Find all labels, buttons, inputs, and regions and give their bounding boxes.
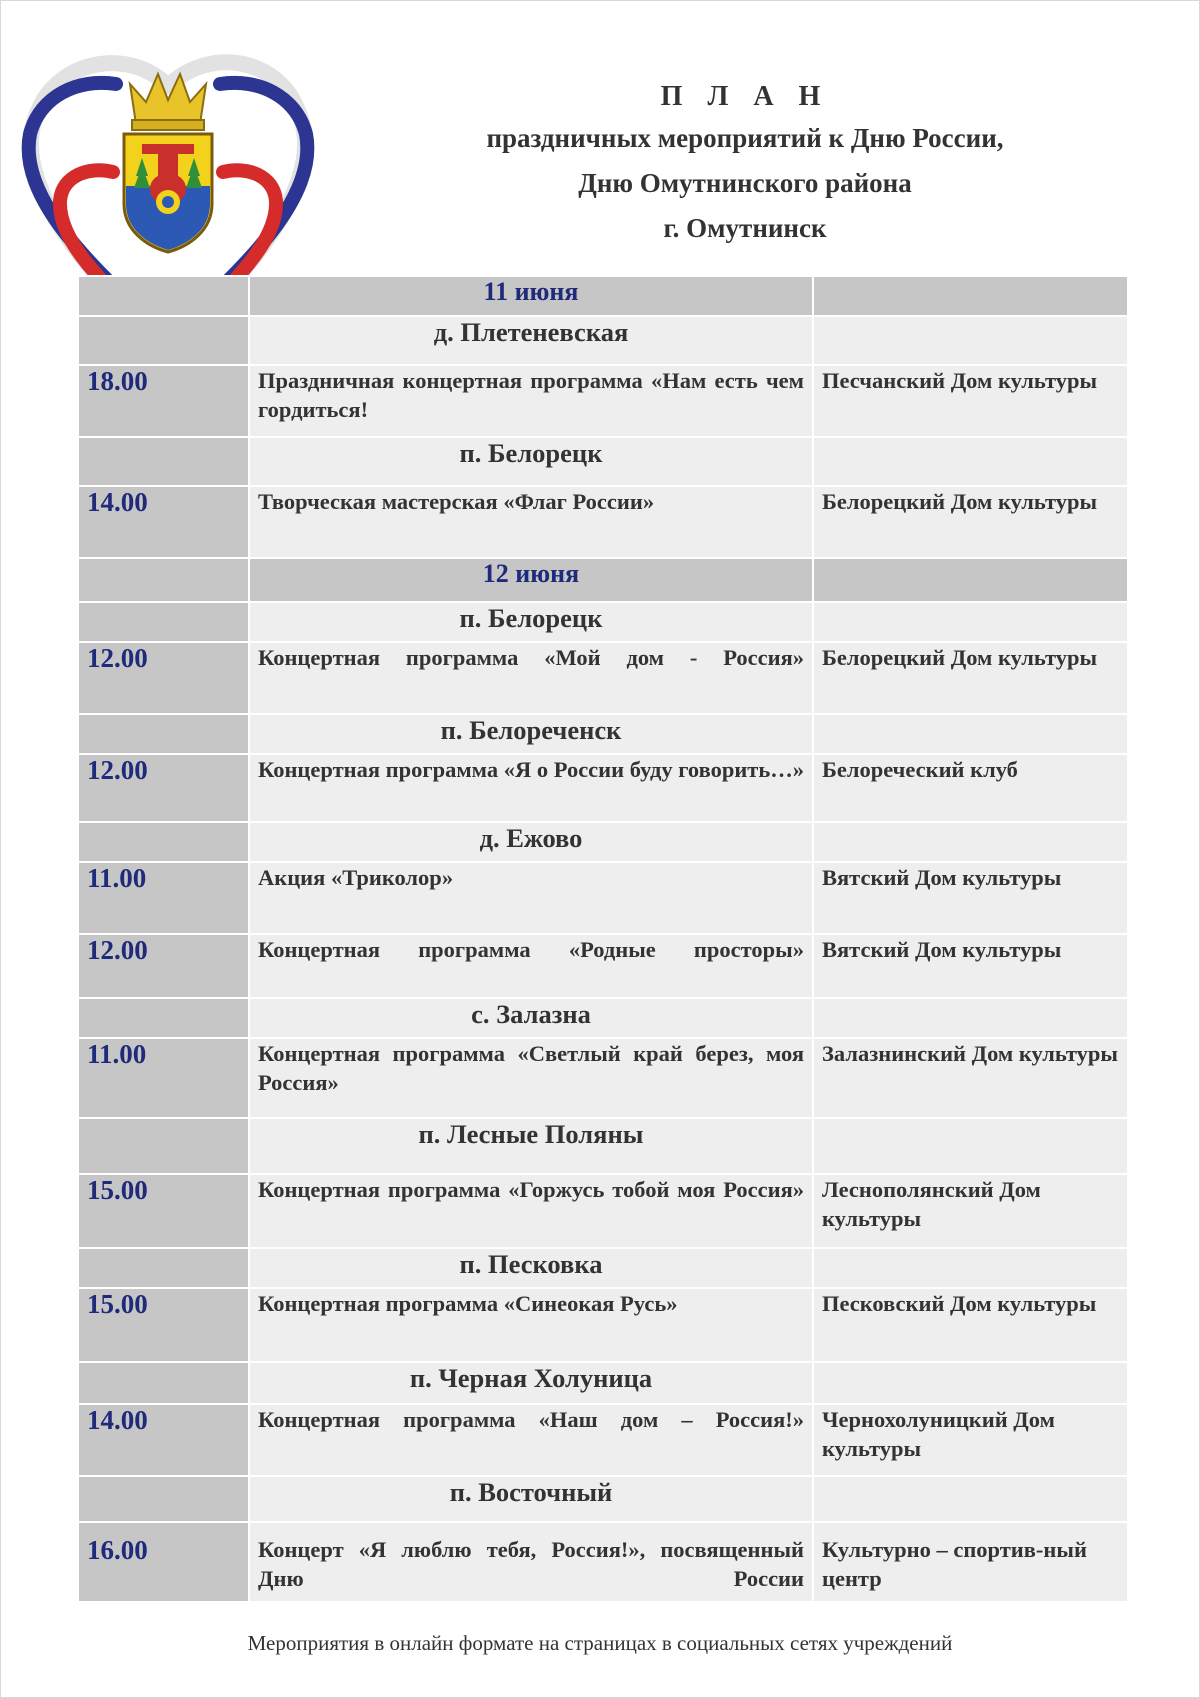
event-time: 16.00: [78, 1522, 249, 1602]
header-line-3: г. Омутнинск: [663, 213, 827, 243]
event-venue: Белореческий клуб: [813, 754, 1128, 822]
events-table: [77, 275, 1129, 1603]
date-label: 11 июня: [249, 276, 813, 316]
event-row: [78, 1174, 1128, 1248]
event-venue: Вятский Дом культуры: [813, 862, 1128, 934]
place-row: [78, 1476, 1128, 1522]
event-venue: Культурно – спортив-ный центр: [813, 1522, 1128, 1602]
header-line-1: праздничных мероприятий к Дню России,: [486, 123, 1004, 153]
footer-note: Мероприятия в онлайн формате на страницах в социальных сетях учреждений: [247, 1631, 953, 1655]
event-title: Праздничная концертная программа «Нам есть чем гордиться!: [249, 365, 813, 437]
place-row: [78, 822, 1128, 862]
place-label: д. Плетеневская: [249, 316, 813, 365]
event-row: [78, 934, 1128, 998]
event-time: 14.00: [78, 1404, 249, 1476]
event-venue: Белорецкий Дом культуры: [813, 642, 1128, 714]
event-title: Акция «Триколор»: [249, 862, 813, 934]
event-row: [78, 754, 1128, 822]
event-venue: Залазнинский Дом культуры: [813, 1038, 1128, 1118]
place-label: п. Черная Холуница: [249, 1362, 813, 1404]
place-label: п. Песковка: [249, 1248, 813, 1288]
event-time: 12.00: [78, 934, 249, 998]
event-venue: Леснополянский Дом культуры: [813, 1174, 1128, 1248]
document-header: [400, 78, 1090, 251]
event-title: Концертная программа «Горжусь тобой моя Россия»: [249, 1174, 813, 1248]
event-title: Концертная программа «Наш дом – Россия!»: [249, 1404, 813, 1476]
event-title: Концертная программа «Родные просторы»: [249, 934, 813, 998]
event-venue: Песковский Дом культуры: [813, 1288, 1128, 1362]
event-title: Концертная программа «Мой дом - Россия»: [249, 642, 813, 714]
date-row: [78, 558, 1128, 602]
event-row: [78, 1522, 1128, 1602]
event-time: 15.00: [78, 1288, 249, 1362]
event-venue: Чернохолуницкий Дом культуры: [813, 1404, 1128, 1476]
event-row: [78, 1038, 1128, 1118]
place-row: [78, 714, 1128, 754]
place-row: [78, 602, 1128, 642]
plan-title: П Л А Н: [660, 81, 830, 112]
event-time: 15.00: [78, 1174, 249, 1248]
event-row: [78, 1288, 1128, 1362]
place-row: [78, 998, 1128, 1038]
place-label: п. Белорецк: [249, 602, 813, 642]
event-venue: Вятский Дом культуры: [813, 934, 1128, 998]
place-row: [78, 316, 1128, 365]
event-venue: Песчанский Дом культуры: [813, 365, 1128, 437]
place-label: п. Восточный: [249, 1476, 813, 1522]
header-line-2: Дню Омутнинского района: [578, 168, 912, 198]
event-time: 12.00: [78, 754, 249, 822]
place-label: п. Лесные Поляны: [249, 1118, 813, 1174]
event-time: 14.00: [78, 486, 249, 558]
shield-icon: [124, 134, 212, 252]
event-row: [78, 486, 1128, 558]
place-label: с. Залазна: [249, 998, 813, 1038]
place-row: [78, 1118, 1128, 1174]
event-time: 12.00: [78, 642, 249, 714]
date-label: 12 июня: [249, 558, 813, 602]
event-time: 11.00: [78, 862, 249, 934]
event-row: [78, 642, 1128, 714]
event-venue: Белорецкий Дом культуры: [813, 486, 1128, 558]
event-row: [78, 365, 1128, 437]
place-row: [78, 437, 1128, 486]
event-title: Концертная программа «Светлый край берез, моя Россия»: [249, 1038, 813, 1118]
place-label: д. Ежово: [249, 822, 813, 862]
place-row: [78, 1248, 1128, 1288]
event-row: [78, 862, 1128, 934]
place-label: п. Белорецк: [249, 437, 813, 486]
event-row: [78, 1404, 1128, 1476]
date-row: [78, 276, 1128, 316]
place-label: п. Белореченск: [249, 714, 813, 754]
event-title: Концертная программа «Я о России буду говорить…»: [249, 754, 813, 822]
event-title: Концертная программа «Синеокая Русь»: [249, 1288, 813, 1362]
event-time: 18.00: [78, 365, 249, 437]
event-time: 11.00: [78, 1038, 249, 1118]
event-title: Творческая мастерская «Флаг России»: [249, 486, 813, 558]
place-row: [78, 1362, 1128, 1404]
event-title: Концерт «Я люблю тебя, Россия!», посвященный Дню России: [249, 1522, 813, 1602]
